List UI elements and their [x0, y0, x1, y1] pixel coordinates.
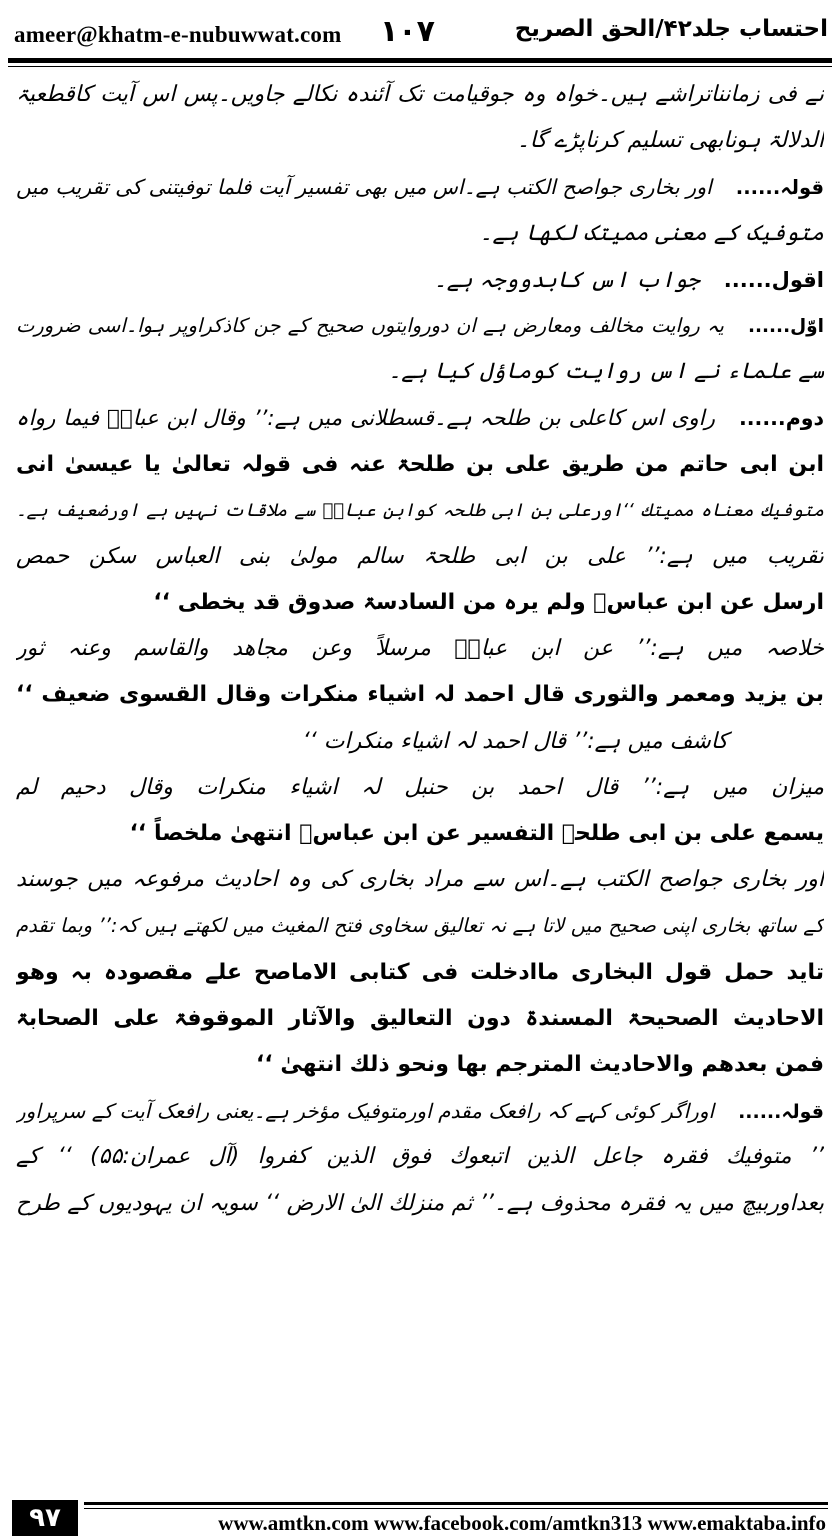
text-line: الدلالۃ ہونابھی تسلیم کرناپڑے گا۔ — [516, 128, 824, 154]
arabic-line: الاحادیث الصحیحۃ المسندۃ دون التعالیق والآثار الموقوفۃ علی الصحابۃ — [16, 1005, 824, 1031]
footer-links: www.amtkn.com www.facebook.com/amtkn313 www.emaktaba.info — [218, 1511, 826, 1535]
arabic-line: ابن ابی حاتم من طریق علی بن طلحۃ عنہ فی قولہ تعالیٰ یا عیسیٰ انی — [16, 451, 824, 477]
page-body — [16, 72, 824, 1227]
header-email: ameer@khatm-e-nubuwwat.com — [14, 22, 342, 47]
text-line: دوم......راوی اس کاعلی بن طلحہ ہے۔قسطلانی میں ہے:’’ وقال ابن عباسؓ فیما رواہ — [16, 406, 824, 432]
line-label: اوّل...... — [747, 315, 824, 337]
text-line: متوفیک کے معنی ممیتک لکھا ہے۔ — [479, 220, 824, 246]
text-line: کاشف میں ہے:’’ قال احمد لہ اشیاء منکرات ‘‘ — [302, 728, 728, 754]
arabic-line: بن یزید ومعمر والثوری قال احمد لہ اشیاء منکرات وقال القسوی ضعیف ‘‘ — [16, 682, 824, 708]
arabic-line: فمن بعدھم والاحادیث المترجم بھا ونحو ذلك انتھیٰ ‘‘ — [256, 1051, 824, 1077]
text-line: سے علماء نے اس روایت کوماؤل کیا ہے۔ — [388, 359, 824, 385]
footer-rule-thin — [84, 1508, 828, 1509]
text-line: میزان میں ہے:’’ قال احمد بن حنبل لہ اشیاء منکرات وقال دحیم لم — [16, 774, 824, 800]
header-title: احتساب جلد۴۲/الحق الصریح — [514, 16, 828, 42]
arabic-line: ارسل عن ابن عباسؓ ولم یرہ من السادسۃ صدوق قد یخطی ‘‘ — [153, 590, 824, 616]
text-line: متوفیك معناہ ممیتك ‘‘اورعلی بن ابی طلحہ کوابن عباسؓ سے ملاقات نہیں ہے اورضعیف ہے۔ — [16, 499, 824, 521]
text-line: ’’ متوفیك فقرہ جاعل الذین اتبعوك فوق الذین کفروا (آل عمران:۵۵) ‘‘ کے — [16, 1144, 824, 1170]
text-line: قولہ......اور بخاری جواصح الکتب ہے۔اس میں بھی تفسیر آیت فلما توفیتنی کی تقریب میں — [16, 175, 824, 200]
page-header — [8, 12, 832, 58]
text-line: تقریب میں ہے:’’ علی بن ابی طلحۃ سالم مولیٰ بنی العباس سکن حمص — [16, 543, 824, 569]
arabic-line: تاید حمل قول البخاری ماادخلت فی کتابی الاماصح علے مقصودہ بہ وھو — [16, 959, 824, 985]
line-label: دوم...... — [738, 406, 824, 431]
text-line: بعداوربیچ میں یہ فقرہ محذوف ہے۔’’ ثم منزلك الیٰ الارض ‘‘ سویہ ان یہودیوں کے طرح — [16, 1190, 824, 1216]
header-page-number: ۱۰۷ — [380, 14, 435, 49]
text-line: اقول......جواب اس کابدووجہ ہے۔ — [433, 267, 824, 293]
text-line: کے ساتھ بخاری اپنی صحیح میں لاتا ہے نہ تعالیق سخاوی فتح المغیث میں لکھتے ہیں کہ:’’ وبما تقدم — [16, 914, 824, 938]
text-line: اوّل......یہ روایت مخالف ومعارض ہے ان دوروایتوں صحیح کے جن کاذکراوپر ہوا۔اسی ضرورت — [16, 313, 824, 337]
line-label: اقول...... — [723, 267, 824, 292]
arabic-line: یسمع علی بن ابی طلحۃ التفسیر عن ابن عباسؓ انتھیٰ ملخصاً ‘‘ — [129, 821, 824, 846]
text-line: نے فی زمانناتراشے ہیں۔خواہ وہ جوقیامت تک آئندہ نکالے جاویں۔پس اس آیت کاقطعیۃ — [16, 82, 824, 107]
text-line: خلاصہ میں ہے:’’ عن ابن عباسؓ مرسلاً وعن مجاهد والقاسم وعنہ ثور — [16, 636, 824, 662]
page-footer — [12, 1500, 828, 1536]
footer-rule — [84, 1502, 828, 1505]
text-line: قولہ......اوراگر کوئی کہے کہ رافعک مقدم اورمتوفیک مؤخر ہے۔یعنی رافعک آیت کے سرپراور — [16, 1099, 824, 1124]
header-rule-thin — [8, 66, 832, 67]
footer-page-number: ۹۷ — [12, 1500, 78, 1536]
header-rule — [8, 58, 832, 63]
text-line: اور بخاری جواصح الکتب ہے۔اس سے مراد بخاری کی وہ احادیث مرفوعہ میں جوسند — [16, 867, 824, 893]
line-label: قولہ...... — [735, 176, 824, 200]
line-label: قولہ...... — [738, 1101, 824, 1124]
